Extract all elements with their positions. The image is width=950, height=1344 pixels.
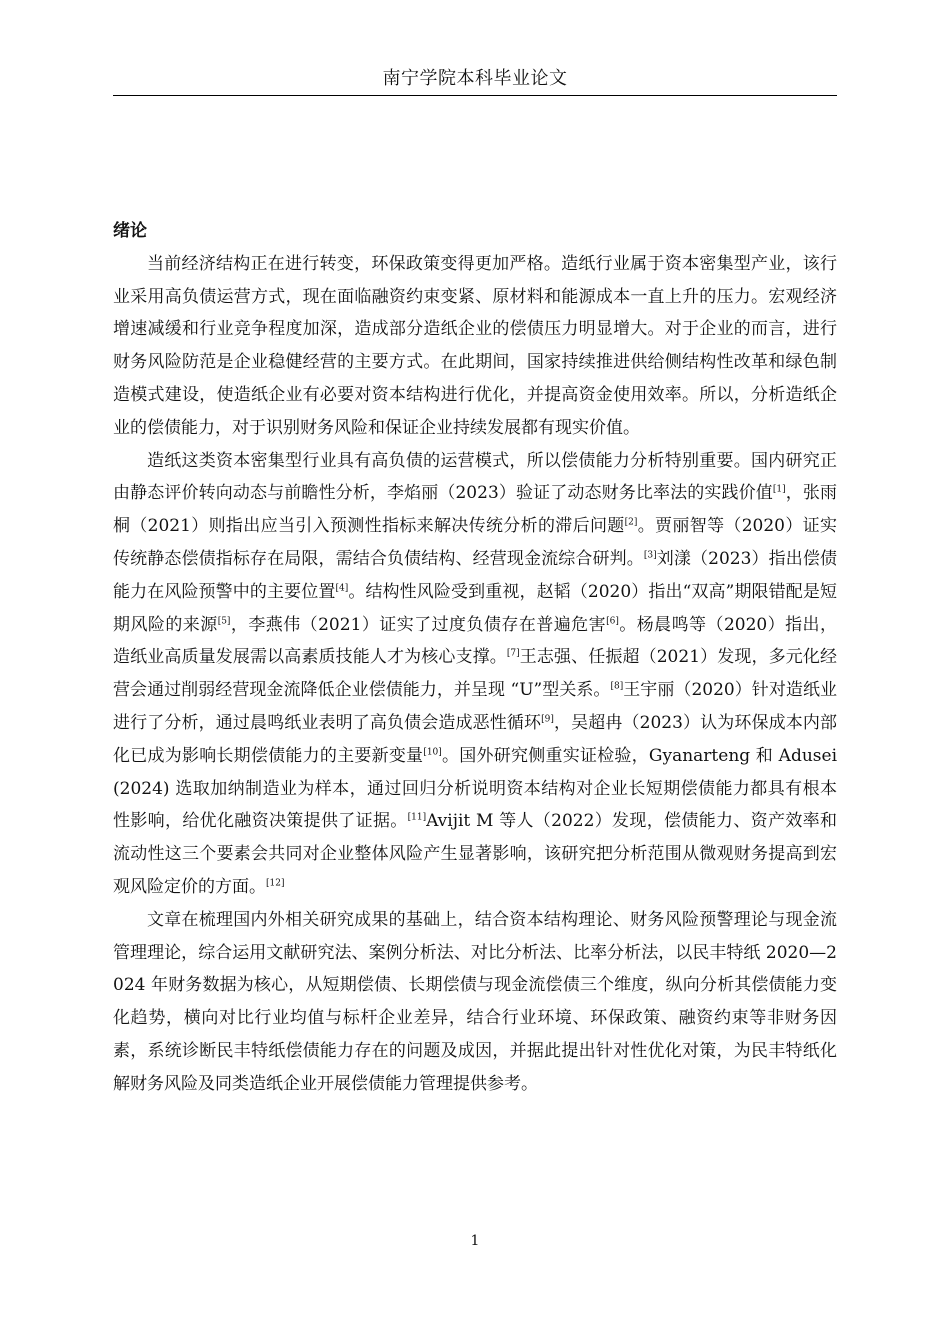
paragraph-text: 当前经济结构正在进行转变，环保政策变得更加严格。造纸行业属于资本密集型产业，该行业采用高负债运营方式，现在面临融资约束变紧、原材料和能源成本一直上升的压力。宏观经济增速减缓和行业竞争程度加深，造成部分造纸企业的偿债压力明显增大。对于企业的而言，进行财务风险防范是企业稳健经营的主要方式。在此期间，国家持续推进供给侧结构性改革和绿色制造模式建设，使造纸企业有必要对资本结构进行优化，并提高资金使用效率。所以，分析造纸企业的偿债能力，对于识别财务风险和保证企业持续发展都有现实价值。 (113, 253, 837, 438)
paragraph-text: 。国外研究侧重实证检验，Gyanarteng 和 Adusei(2024) 选取加纳制造业为样本，通过回归分析说明资本结构对企业长短期偿债能力都具有根本性影响，给优化融资决策提供了证据。 (113, 745, 838, 832)
citation-marker: [5] (217, 615, 231, 626)
citation-marker: [8] (610, 681, 624, 692)
paragraph-text: 王志强、任振超（2021）发现，多元化经营会通过削弱经营现金流降低企业偿债能力，并呈现 “U”型关系。 (113, 647, 838, 701)
citation-marker: [12] (266, 878, 285, 889)
document-body (113, 215, 837, 1101)
paragraph-text: ，李燕伟（2021）证实了过度负债存在普遍危害 (230, 614, 607, 635)
body-paragraph (113, 248, 837, 445)
paragraph-text: ，吴超冉（2023）认为环保成本内部化已成为影响长期偿债能力的主要新变量 (113, 712, 838, 766)
citation-marker: [4] (335, 583, 349, 594)
page-number: 1 (470, 1233, 480, 1249)
paragraph-text: Avijit M 等人（2022）发现，偿债能力、资产效率和流动性这三个要素会共同对企业整体风险产生显著影响，该研究把分析范围从微观财务提高到宏观风险定价的方面。 (113, 811, 837, 897)
citation-marker: [2] (624, 517, 638, 528)
paragraph-text: 文章在梳理国内外相关研究成果的基础上，结合资本结构理论、财务风险预警理论与现金流管理理论，综合运用文献研究法、案例分析法、对比分析法、比率分析法，以民丰特纸 2020—2024 年财务数据为核心，从短期偿债、长期偿债与现金流偿债三个维度，纵向分析其偿债能力变化趋势，横向对比行业均值与标杆企业差异，结合行业环境、环保政策、融资约束等非财务因素，系统诊断民丰特纸偿债能力存在的问题及成因，并据此提出针对性优化对策，为民丰特纸化解财务风险及同类造纸企业开展偿债能力管理提供参考。 (113, 909, 837, 1094)
paragraph-text: 刘漾（2023）指出偿债能力在风险预警中的主要位置 (113, 548, 838, 602)
paragraph-text: 造纸这类资本密集型行业具有高负债的运营模式，所以偿债能力分析特别重要。国内研究正由静态评价转向动态与前瞻性分析，李焰丽（2023）验证了动态财务比率法的实践价值 (113, 450, 837, 504)
header-divider (113, 95, 837, 96)
paragraph-list (113, 248, 837, 1101)
citation-marker: [1] (772, 484, 786, 495)
citation-marker: [7] (506, 648, 520, 659)
citation-marker: [6] (606, 615, 619, 626)
paragraph-text: 。贾丽智等（2020）证实传统静态偿债指标存在局限，需结合负债结构、经营现金流综合研判。 (113, 516, 838, 569)
body-paragraph (113, 904, 837, 1101)
paragraph-text: 。杨晨鸣等（2020）指出，造纸业高质量发展需以高素质技能人才为核心支撑。 (113, 614, 838, 668)
page-header: 南宁学院本科毕业论文 (382, 68, 568, 89)
paragraph-text: 王宇丽（2020）针对造纸业进行了分析，通过晨鸣纸业表明了高负债会造成恶性循环 (113, 680, 837, 733)
paragraph-text: ，张雨桐（2021）则指出应当引入预测性指标来解决传统分析的滞后问题 (113, 483, 837, 537)
paragraph-text: 。结构性风险受到重视，赵韬（2020）指出“双高”期限错配是短期风险的来源 (113, 581, 838, 635)
citation-marker: [11] (407, 812, 427, 823)
citation-marker: [10] (423, 747, 442, 758)
body-paragraph (113, 445, 837, 904)
section-title: 绪论 (113, 221, 147, 241)
citation-marker: [9] (541, 714, 554, 725)
citation-marker: [3] (643, 550, 657, 561)
